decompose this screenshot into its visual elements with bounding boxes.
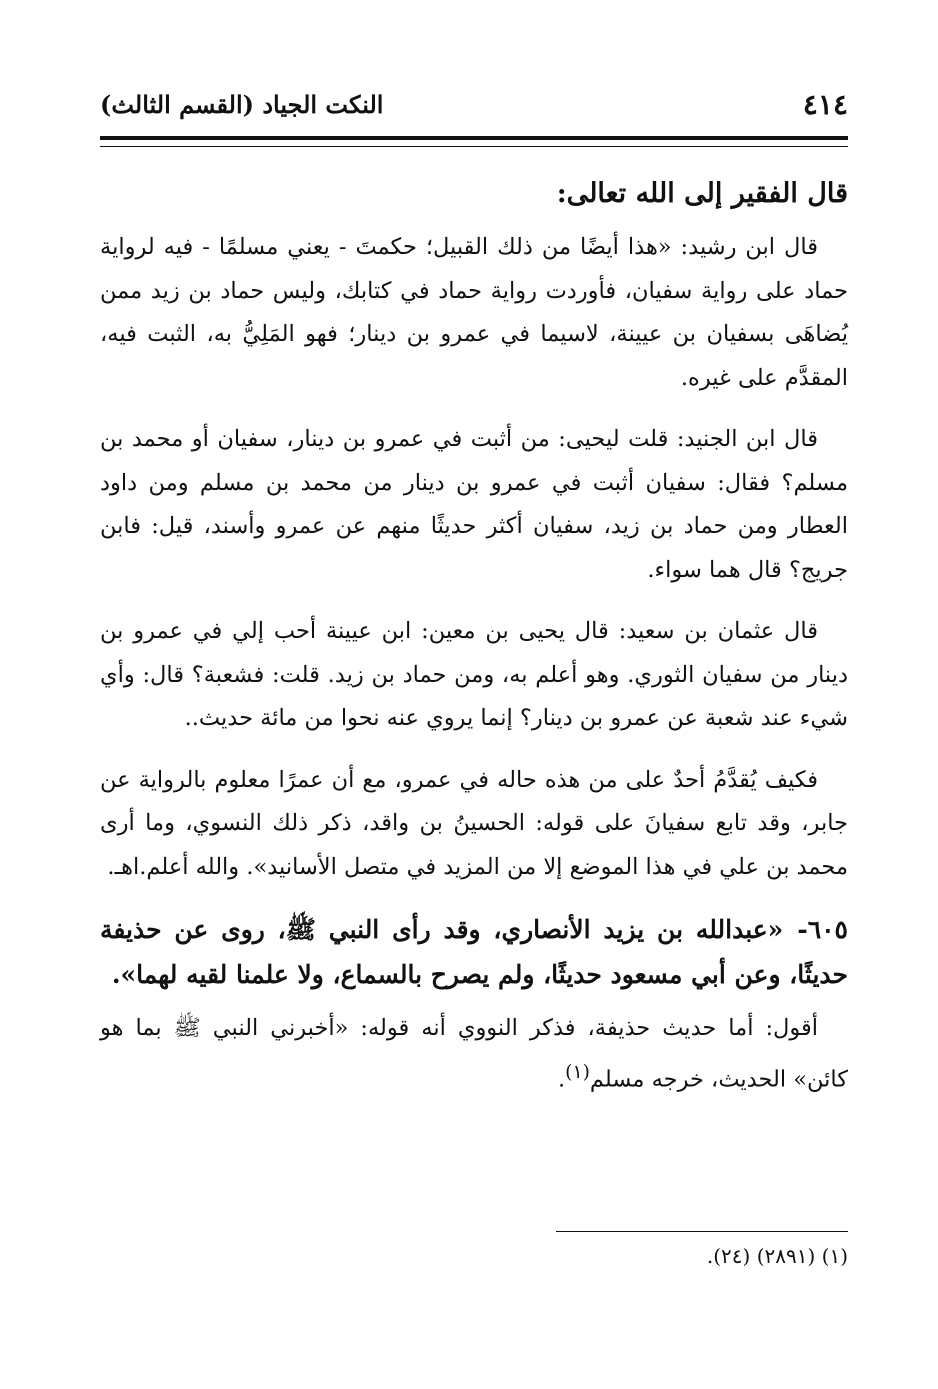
paragraph-conclusion: فكيف يُقدَّمُ أحدٌ على من هذه حاله في عمرو، مع أن عمرًا معلوم بالرواية عن جابر، وقد تابع سفيانَ على قوله: الحسينُ بن واقد، ذكر ذلك النسوي، وما أرى محمد بن علي في هذا الموضع إلا من المزيد في متصل الأسانيد». والله أعلم.اهـ. <box>100 766 848 880</box>
header-rule-thin <box>100 146 848 147</box>
running-title: النكت الجياد (القسم الثالث) <box>100 90 384 119</box>
footnote-rule <box>556 1231 848 1232</box>
body-text <box>100 170 848 1120</box>
entry-text: «عبدالله بن يزيد الأنصاري، وقد رأى النبي ﷺ، روى عن حذيفة حديثًا، وعن أبي مسعود حديثًا، ولم يصرح بالسماع، ولا علمنا لقيه لهما». <box>100 915 848 989</box>
paragraph-uthman-ibn-said: قال عثمان بن سعيد: قال يحيى بن معين: ابن عيينة أحب إلي في عمرو بن دينار من سفيان الثوري. وهو أعلم به، ومن حماد بن زيد. قلت: فشعبة؟ قال: وأي شيء عند شعبة عن عمرو بن دينار؟ إنما يروي عنه نحوا من مائة حديث.. <box>100 618 848 731</box>
footnote-reference: (١) <box>565 1061 590 1083</box>
paragraph-ibn-al-junayd: قال ابن الجنيد: قلت ليحيى: من أثبت في عمرو بن دينار، سفيان أو محمد بن مسلم؟ فقال: سفيان أثبت في عمرو بن دينار من محمد بن مسلم ومن داود العطار ومن حماد بن زيد، سفيان أكثر حديثًا منهم عن عمرو وأسند، قيل: فابن جريج؟ قال هما سواء. <box>100 426 848 583</box>
entry-number: ٦٠٥- <box>797 915 848 944</box>
page-number: ٤١٤ <box>802 88 848 121</box>
paragraph-commentary <box>100 1007 848 1102</box>
footnote: (١) (٢٨٩١) (٢٤). <box>706 1244 848 1268</box>
commentary-text: أقول: أما حديث حذيفة، فذكر النووي أنه قوله: «أخبرني النبي ﷺ بما هو كائن» الحديث، خرجه مسلم <box>100 1015 848 1092</box>
page-header <box>100 88 848 128</box>
paragraph-ibn-rushayd: قال ابن رشيد: «هذا أيضًا من ذلك القبيل؛ حكمتَ - يعني مسلمًا - فيه لرواية حماد على رواية سفيان، فأوردت رواية حماد في كتابك، وليس حماد بن زيد ممن يُضاهَى بسفيان بن عيينة، لاسيما في عمرو بن دينار؛ فهو المَلِيُّ به، الثبت فيه، المقدَّم على غيره. <box>100 234 848 391</box>
section-heading: قال الفقير إلى الله تعالى: <box>556 178 848 209</box>
numbered-entry <box>100 907 848 997</box>
commentary-end: . <box>558 1066 566 1092</box>
header-rule-thick <box>100 136 848 140</box>
